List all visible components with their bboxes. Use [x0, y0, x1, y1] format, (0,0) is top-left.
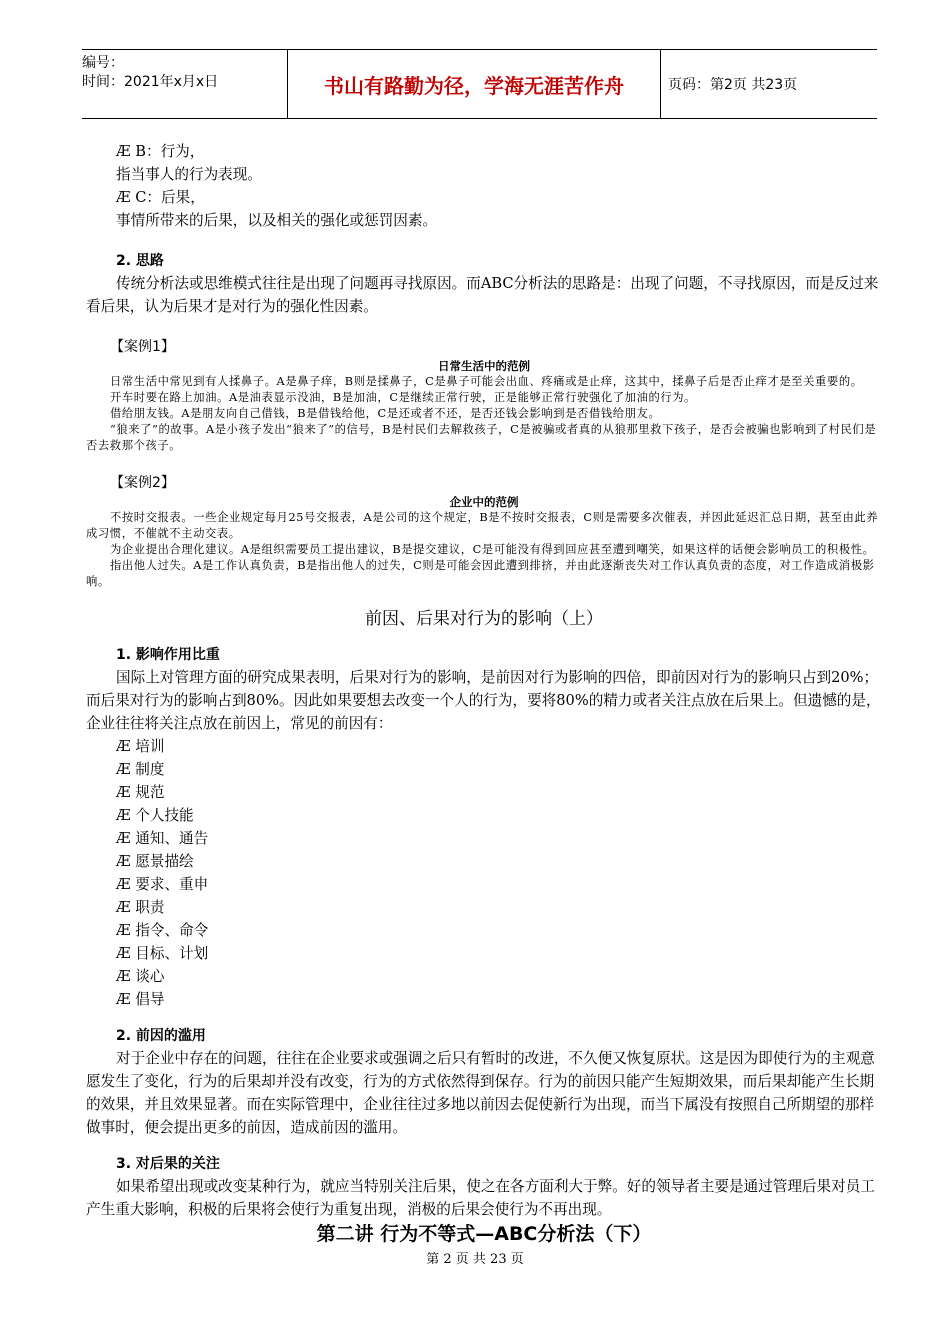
bullet-icon: Æ	[116, 922, 131, 939]
bullet-icon: Æ	[116, 945, 131, 962]
case1-para: 开车时要在路上加油。A是油表显示没油，B是加油，C是继续正常行驶，正是能够正常行驶强化了加油的行为。	[110, 391, 697, 404]
case1-para: 日常生活中常见到有人揉鼻子。A是鼻子痒，B则是揉鼻子，C是鼻子可能会出血、疼痛或是止痒，这其中，揉鼻子后是否止痒才是至关重要的。	[110, 375, 863, 388]
antecedent-list	[86, 735, 882, 1011]
bullet-icon: Æ	[116, 991, 131, 1008]
header-page-info: 页码：第2页 共23页	[668, 77, 798, 93]
bullet-icon: Æ	[116, 876, 131, 893]
antecedent-item: Æ 指令、命令	[116, 922, 209, 939]
bullet-icon: Æ	[116, 807, 131, 824]
bullet-icon: Æ	[116, 830, 131, 847]
bullet-icon: Æ	[116, 968, 131, 985]
bullet-icon: Æ	[116, 899, 131, 916]
page-footer: 第 2 页 共 23 页	[426, 1252, 524, 1267]
antecedent-item: Æ 职责	[116, 899, 165, 916]
section-title: 前因、后果对行为的影响（上）	[365, 609, 603, 629]
antecedent-item: Æ 目标、计划	[116, 945, 209, 962]
p2-heading: 2. 前因的滥用	[116, 1028, 206, 1044]
case2-label: 【案例2】	[110, 475, 175, 491]
case2-para: 为企业提出合理化建议。A是组织需要员工提出建议，B是提交建议，C是可能没有得到回应甚至遭到嘲笑，如果这样的话便会影响员工的积极性。	[110, 543, 875, 556]
bullet-icon: Æ	[116, 853, 131, 870]
intro-b: Æ B：行为，	[116, 143, 205, 160]
time-label: 时间：2021年x月x日	[82, 74, 219, 90]
header-meta	[82, 50, 282, 122]
lecture-title: 第二讲 行为不等式—ABC分析法（下）	[316, 1223, 652, 1245]
p3-text: 如果希望出现或改变某种行为，就应当特别关注后果，使之在各方面利大于弊。好的领导者主要是通过管理后果对员工产生重大影响，积极的后果将会使行为重复出现，消极的后果会使行为不再出现。	[86, 1178, 875, 1218]
case2-para: 指出他人过失。A是工作认真负责，B是指出他人的过失，C则是可能会因此遭到排挤，并由此逐渐丧失对工作认真负责的态度，对工作造成消极影响。	[86, 559, 875, 588]
intro-b-desc: 指当事人的行为表现。	[116, 166, 262, 183]
antecedent-item: Æ 个人技能	[116, 807, 194, 824]
bullet-icon: Æ	[116, 189, 131, 206]
antecedent-item: Æ 倡导	[116, 991, 165, 1008]
antecedent-item: Æ 培训	[116, 738, 165, 755]
p3-heading: 3. 对后果的关注	[116, 1156, 220, 1172]
p2-text: 对于企业中存在的问题，往往在企业要求或强调之后只有暂时的改进，不久便又恢复原状。这是因为即使行为的主观意愿发生了变化，行为的后果却并没有改变，行为的方式依然得到保存。行为的前因只能产生短期效果，而后果却能产生长期的效果，并且效果显著。而在实际管理中，企业往往过多地以前因去促使新行为出现，而当下属没有按照自己所期望的那样做事时，便会提出更多的前因，造成前因的滥用。	[86, 1050, 875, 1136]
number-label: 编号：	[82, 55, 124, 71]
case2-para: 不按时交报表。一些企业规定每月25号交报表，A是公司的这个规定，B是不按时交报表，C则是需要多次催表，并因此延迟汇总日期，甚至由此养成习惯，不催就不主动交表。	[86, 511, 879, 540]
s2-heading: 2. 思路	[116, 253, 164, 269]
s2-text: 传统分析法或思维模式往往是出现了问题再寻找原因。而ABC分析法的思路是：出现了问题，不寻找原因，而是反过来看后果，认为后果才是对行为的强化性因素。	[86, 275, 879, 315]
case1-para: “狼来了”的故事。A是小孩子发出“狼来了”的信号，B是村民们去解救孩子，C是被骗或者真的从狼那里救下孩子，是否会被骗也影响到了村民们是否去救那个孩子。	[86, 423, 877, 452]
antecedent-item: Æ 要求、重申	[116, 876, 209, 893]
p1-text: 国际上对管理方面的研究成果表明，后果对行为的影响，是前因对行为影响的四倍，即前因对行为的影响只占到20%；而后果对行为的影响占到80%。因此如果要想去改变一个人的行为，要将80%的精力或者关注点放在后果上。但遗憾的是，企业往往将关注点放在前因上，常见的前因有：	[86, 669, 881, 732]
antecedent-item: Æ 愿景描绘	[116, 853, 194, 870]
bullet-icon: Æ	[116, 784, 131, 801]
intro-c-desc: 事情所带来的后果，以及相关的强化或惩罚因素。	[116, 212, 438, 229]
antecedent-item: Æ 谈心	[116, 968, 165, 985]
case2-title: 企业中的范例	[449, 495, 519, 509]
case1-para: 借给朋友钱。A是朋友向自己借钱，B是借钱给他，C是还或者不还，是否还钱会影响到是否借钱给朋友。	[110, 407, 661, 420]
bullet-icon: Æ	[116, 143, 131, 160]
intro-c: Æ C：后果，	[116, 189, 205, 206]
case1-title: 日常生活中的范例	[438, 359, 530, 373]
page-header	[82, 49, 877, 119]
antecedent-item: Æ 通知、通告	[116, 830, 209, 847]
p1-heading: 1. 影响作用比重	[116, 647, 220, 663]
document-body	[86, 140, 882, 1247]
antecedent-item: Æ 规范	[116, 784, 165, 801]
bullet-icon: Æ	[116, 738, 131, 755]
antecedent-item: Æ 制度	[116, 761, 165, 778]
bullet-icon: Æ	[116, 761, 131, 778]
header-motto: 书山有路勤为径，学海无涯苦作舟	[287, 50, 661, 118]
case1-label: 【案例1】	[110, 339, 175, 355]
